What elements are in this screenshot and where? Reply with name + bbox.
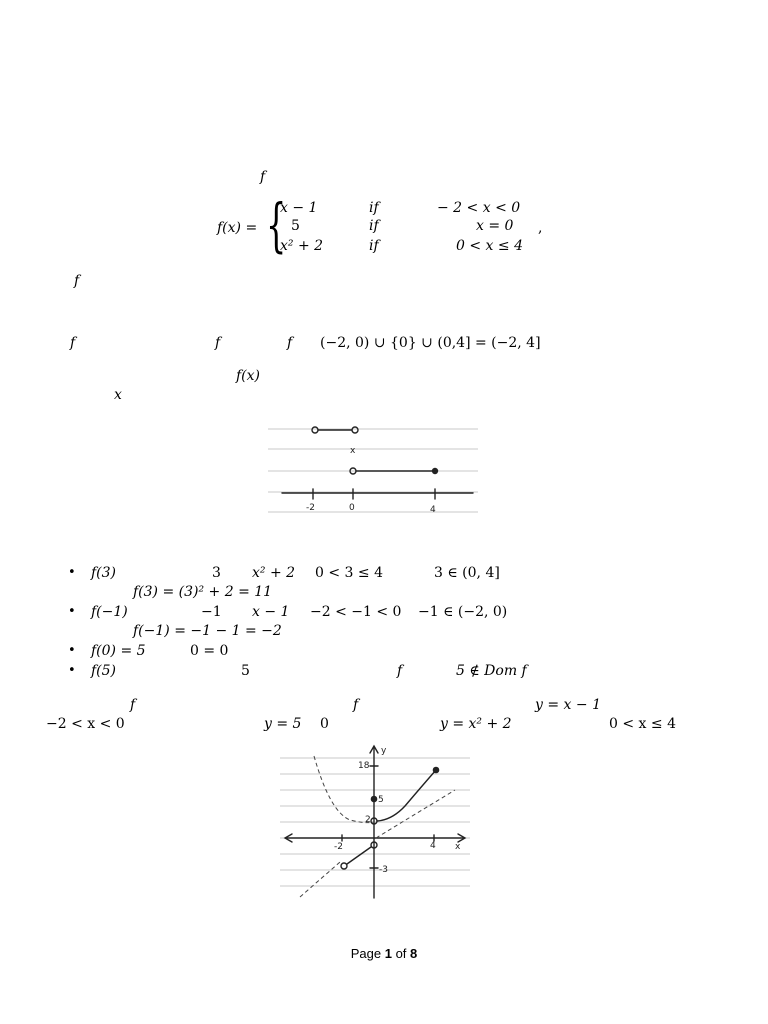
eval-2-piece: x − 1 bbox=[252, 604, 290, 620]
piecewise-trail: , bbox=[538, 220, 543, 236]
graph-text-const-eq: y = 5 bbox=[264, 716, 302, 732]
number-line-cross: x bbox=[350, 446, 356, 456]
eval-1-lead: f(3) bbox=[91, 565, 117, 581]
domain-f-a: f bbox=[70, 335, 76, 351]
number-line-figure bbox=[268, 420, 480, 518]
bullet-3: • bbox=[68, 643, 76, 658]
eval-2-lead: f(−1) bbox=[91, 604, 128, 620]
page-footer bbox=[0, 946, 768, 961]
x-variable: x bbox=[114, 387, 122, 403]
domain-f-c: f bbox=[287, 335, 293, 351]
graph-text-f-b: f bbox=[353, 697, 359, 713]
number-line-label-0: 0 bbox=[349, 503, 355, 513]
eval-4-f: f bbox=[397, 663, 403, 679]
question-f: f bbox=[74, 273, 80, 289]
footer-prefix: Page bbox=[350, 946, 385, 961]
bullet-4: • bbox=[68, 663, 76, 678]
piecewise-expr-1: x − 1 bbox=[280, 200, 318, 216]
eval-1-val: 3 bbox=[212, 565, 221, 581]
graph-tick-4: 4 bbox=[430, 841, 436, 851]
eval-4-lead: f(5) bbox=[91, 663, 117, 679]
piecewise-if-3: if bbox=[369, 238, 379, 254]
footer-middle: of bbox=[391, 946, 411, 961]
graph-y-axis-label: y bbox=[381, 746, 387, 756]
eval-2-ineq: −2 < −1 < 0 bbox=[310, 604, 402, 620]
eval-3-lead: f(0) = 5 bbox=[91, 643, 146, 659]
graph-text-f-a: f bbox=[130, 697, 136, 713]
domain-union: (−2, 0) ∪ {0} ∪ (0,4] = (−2, 4] bbox=[320, 335, 541, 351]
eval-1-ineq: 0 < 3 ≤ 4 bbox=[315, 565, 383, 581]
eval-4-val: 5 bbox=[241, 663, 250, 679]
graph-x-axis-label: x bbox=[455, 842, 461, 852]
piecewise-expr-2: 5 bbox=[291, 218, 300, 234]
piecewise-cond-1: − 2 < x < 0 bbox=[437, 200, 521, 216]
graph-tick-neg3: -3 bbox=[379, 865, 388, 875]
graph-tick-neg2: -2 bbox=[334, 842, 343, 852]
graph-text-zero: 0 bbox=[320, 716, 329, 732]
graph-tick-5: 5 bbox=[378, 795, 384, 805]
eval-2-result: f(−1) = −1 − 1 = −2 bbox=[133, 623, 282, 639]
graph-tick-18: 18 bbox=[358, 761, 370, 771]
eval-4-member: 5 ∉ Dom f bbox=[456, 663, 527, 679]
fx-label: f(x) bbox=[236, 368, 261, 384]
eval-1-result: f(3) = (3)² + 2 = 11 bbox=[133, 584, 273, 600]
piecewise-cond-2: x = 0 bbox=[476, 218, 514, 234]
piecewise-brace: { bbox=[266, 191, 287, 259]
piecewise-if-2: if bbox=[369, 218, 379, 234]
eval-2-member: −1 ∈ (−2, 0) bbox=[418, 604, 508, 620]
number-line-label-4: 4 bbox=[430, 505, 436, 515]
eval-2-val: −1 bbox=[201, 604, 222, 620]
definition-f: f bbox=[260, 169, 266, 185]
graph-text-interval1: −2 < x < 0 bbox=[46, 716, 125, 732]
function-graph-figure bbox=[280, 742, 470, 902]
eval-1-piece: x² + 2 bbox=[252, 565, 296, 581]
domain-f-b: f bbox=[215, 335, 221, 351]
bullet-2: • bbox=[68, 604, 76, 619]
footer-page-number: 1 bbox=[384, 946, 392, 961]
graph-text-interval3: 0 < x ≤ 4 bbox=[609, 716, 676, 732]
number-line-label-neg2: -2 bbox=[306, 503, 315, 513]
bullet-1: • bbox=[68, 565, 76, 580]
piecewise-if-1: if bbox=[369, 200, 379, 216]
piecewise-expr-3: x² + 2 bbox=[280, 238, 324, 254]
piecewise-cond-3: 0 < x ≤ 4 bbox=[456, 238, 523, 254]
piecewise-lhs: f(x) = bbox=[217, 220, 258, 236]
eval-3-ineq: 0 = 0 bbox=[190, 643, 229, 659]
graph-tick-2: 2 bbox=[365, 815, 371, 825]
graph-text-parab-eq: y = x² + 2 bbox=[440, 716, 512, 732]
footer-page-total: 8 bbox=[410, 946, 418, 961]
eval-1-member: 3 ∈ (0, 4] bbox=[434, 565, 500, 581]
graph-text-line-eq: y = x − 1 bbox=[535, 697, 601, 713]
